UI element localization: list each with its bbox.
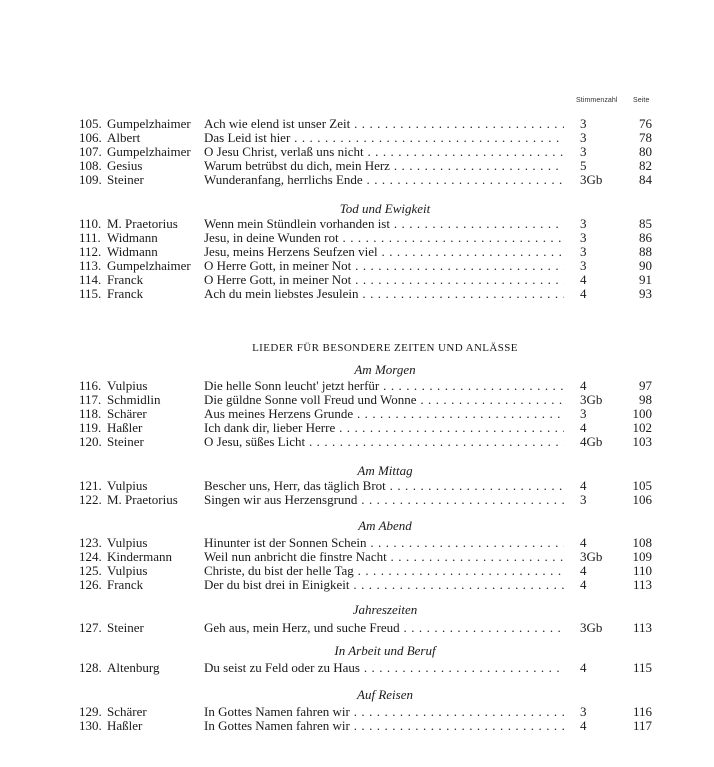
index-entry [0, 479, 714, 493]
entry-title: Geh aus, mein Herz, und suche Freud . . . [204, 621, 564, 635]
entry-page: 113 [632, 577, 652, 592]
entry-page: 97 [639, 378, 652, 393]
entry-voices: 4 [580, 535, 587, 550]
entry-title: Du seist zu Feld oder zu Haus . . . [204, 661, 564, 675]
entry-number: 107. [79, 144, 102, 159]
entry-composer: M. Praetorius [107, 216, 178, 231]
entry-title: O Herre Gott, in meiner Not . . . [204, 273, 564, 287]
entry-composer: Gesius [107, 158, 143, 173]
entry-page: 93 [639, 286, 652, 301]
entry-composer: Steiner [107, 172, 144, 187]
entry-title: Jesu, in deine Wunden rot . . . [204, 231, 564, 245]
entry-voices: 4 [580, 660, 587, 675]
entry-voices: 4 [580, 563, 587, 578]
entry-voices: 3 [580, 406, 587, 421]
entry-title: Die helle Sonn leucht' jetzt herfür . . . [204, 379, 564, 393]
index-entry [0, 564, 714, 578]
entry-number: 128. [79, 660, 102, 675]
entry-title: Wenn mein Stündlein vorhanden ist . . . [204, 217, 564, 231]
entry-voices: 4 [580, 420, 587, 435]
entry-page: 117 [632, 718, 652, 733]
entry-voices: 3 [580, 258, 587, 273]
entry-page: 90 [639, 258, 652, 273]
entry-page: 91 [639, 272, 652, 287]
entry-voices: 3 [580, 130, 587, 145]
entry-composer: Widmann [107, 244, 158, 259]
index-entry [0, 719, 714, 733]
entry-title: Die güldne Sonne voll Freud und Wonne . . . [204, 393, 564, 407]
index-entry [0, 131, 714, 145]
index-entry [0, 421, 714, 435]
entry-composer: Franck [107, 272, 144, 287]
entry-composer: Vulpius [107, 378, 148, 393]
index-entry [0, 621, 714, 635]
entry-composer: Gumpelzhaimer [107, 258, 191, 273]
index-entry [0, 287, 714, 301]
entry-page: 103 [632, 434, 652, 449]
entry-title: Aus meines Herzens Grunde . . . [204, 407, 564, 421]
entry-voices: 3 [580, 230, 587, 245]
entry-composer: Vulpius [107, 535, 148, 550]
index-entry [0, 173, 714, 187]
entry-voices: 5 [580, 158, 587, 173]
entry-title: Ach du mein liebstes Jesulein . . . [204, 287, 564, 301]
entry-number: 125. [79, 563, 102, 578]
entry-number: 109. [79, 172, 102, 187]
entry-number: 117. [79, 392, 102, 407]
index-entry [0, 245, 714, 259]
entry-page: 76 [639, 116, 652, 131]
entry-title: Ich dank dir, lieber Herre . . . [204, 421, 564, 435]
index-entry [0, 550, 714, 564]
index-entry [0, 379, 714, 393]
entry-page: 109 [632, 549, 652, 564]
entry-title: Singen wir aus Herzensgrund . . . [204, 493, 564, 507]
column-header-voices: Stimmenzahl [576, 97, 618, 104]
entry-number: 116. [79, 378, 102, 393]
entry-composer: Franck [107, 286, 144, 301]
entry-number: 112. [79, 244, 102, 259]
index-entry [0, 259, 714, 273]
subsection-heading: Tod und Ewigkeit [339, 201, 431, 216]
subsection-heading: Jahreszeiten [352, 602, 418, 617]
entry-composer: Steiner [107, 620, 144, 635]
entry-composer: Franck [107, 577, 144, 592]
entry-title: Bescher uns, Herr, das täglich Brot . . . [204, 479, 564, 493]
entry-number: 111. [79, 230, 101, 245]
entry-composer: Schärer [107, 406, 147, 421]
entry-page: 100 [632, 406, 652, 421]
entry-voices: 4 [580, 577, 587, 592]
entry-composer: Vulpius [107, 478, 148, 493]
subsection-heading: Auf Reisen [357, 687, 413, 702]
entry-composer: Schärer [107, 704, 147, 719]
entry-voices: 3Gb [580, 392, 603, 407]
index-entry [0, 231, 714, 245]
index-entry [0, 407, 714, 421]
entry-title: Das Leid ist hier . . . [204, 131, 564, 145]
entry-voices: 3 [580, 244, 587, 259]
entry-title: In Gottes Namen fahren wir . . . [204, 705, 564, 719]
entry-voices: 3 [580, 492, 587, 507]
entry-composer: Widmann [107, 230, 158, 245]
entry-number: 113. [79, 258, 102, 273]
entry-composer: Albert [107, 130, 141, 145]
entry-composer: Altenburg [107, 660, 160, 675]
entry-number: 120. [79, 434, 102, 449]
entry-number: 127. [79, 620, 102, 635]
entry-title: In Gottes Namen fahren wir . . . [204, 719, 564, 733]
entry-number: 114. [79, 272, 102, 287]
index-entry [0, 393, 714, 407]
index-entry [0, 159, 714, 173]
entry-number: 115. [79, 286, 102, 301]
index-entry [0, 578, 714, 592]
entry-voices: 3Gb [580, 620, 603, 635]
entry-number: 106. [79, 130, 102, 145]
index-entry [0, 145, 714, 159]
entry-voices: 4 [580, 478, 587, 493]
entry-number: 121. [79, 478, 102, 493]
entry-voices: 4 [580, 272, 587, 287]
entry-page: 98 [639, 392, 652, 407]
entry-composer: Steiner [107, 434, 144, 449]
entry-composer: Haßler [107, 718, 143, 733]
entry-composer: Gumpelzhaimer [107, 144, 191, 159]
entry-title: Der du bist drei in Einigkeit . . . [204, 578, 564, 592]
entry-composer: Gumpelzhaimer [107, 116, 191, 131]
entry-page: 105 [632, 478, 652, 493]
entry-title: O Herre Gott, in meiner Not . . . [204, 259, 564, 273]
entry-title: Christe, du bist der helle Tag . . . [204, 564, 564, 578]
entry-page: 113 [632, 620, 652, 635]
entry-page: 102 [632, 420, 652, 435]
entry-number: 105. [79, 116, 102, 131]
index-entry [0, 536, 714, 550]
subsection-heading: Am Mittag [357, 463, 413, 478]
entry-voices: 4Gb [580, 434, 603, 449]
index-entry [0, 435, 714, 449]
entry-title: Warum betrübst du dich, mein Herz . . . [204, 159, 564, 173]
entry-number: 129. [79, 704, 102, 719]
index-entry [0, 117, 714, 131]
entry-voices: 3 [580, 144, 587, 159]
entry-page: 115 [632, 660, 652, 675]
index-entry [0, 217, 714, 231]
entry-page: 106 [632, 492, 652, 507]
index-entry [0, 493, 714, 507]
entry-number: 122. [79, 492, 102, 507]
subsection-heading: Am Abend [358, 518, 412, 533]
index-entry [0, 661, 714, 675]
entry-voices: 4 [580, 718, 587, 733]
entry-title: Weil nun anbricht die finstre Nacht . . . [204, 550, 564, 564]
subsection-heading: Am Morgen [354, 362, 416, 377]
entry-page: 110 [632, 563, 652, 578]
entry-number: 110. [79, 216, 102, 231]
entry-title: Ach wie elend ist unser Zeit . . . [204, 117, 564, 131]
entry-page: 84 [639, 172, 652, 187]
subsection-heading: In Arbeit und Beruf [334, 643, 436, 658]
entry-voices: 4 [580, 378, 587, 393]
entry-number: 124. [79, 549, 102, 564]
entry-composer: M. Praetorius [107, 492, 178, 507]
entry-composer: Vulpius [107, 563, 148, 578]
entry-number: 123. [79, 535, 102, 550]
entry-voices: 3Gb [580, 172, 603, 187]
entry-title: Jesu, meins Herzens Seufzen viel . . . [204, 245, 564, 259]
entry-voices: 3 [580, 116, 587, 131]
column-header-page: Seite [633, 97, 650, 104]
entry-composer: Kindermann [107, 549, 172, 564]
entry-composer: Schmidlin [107, 392, 161, 407]
index-entry [0, 273, 714, 287]
entry-page: 78 [639, 130, 652, 145]
index-entry [0, 705, 714, 719]
entry-page: 116 [632, 704, 652, 719]
entry-voices: 3Gb [580, 549, 603, 564]
entry-title: Hinunter ist der Sonnen Schein . . . [204, 536, 564, 550]
entry-voices: 3 [580, 216, 587, 231]
entry-number: 108. [79, 158, 102, 173]
entry-voices: 3 [580, 704, 587, 719]
entry-page: 88 [639, 244, 652, 259]
entry-number: 126. [79, 577, 102, 592]
entry-title: O Jesu, süßes Licht . . . [204, 435, 564, 449]
entry-page: 85 [639, 216, 652, 231]
entry-page: 108 [632, 535, 652, 550]
entry-voices: 4 [580, 286, 587, 301]
entry-number: 130. [79, 718, 102, 733]
entry-number: 119. [79, 420, 102, 435]
entry-number: 118. [79, 406, 102, 421]
section-heading: LIEDER FÜR BESONDERE ZEITEN UND ANLÄSSE [252, 342, 518, 354]
entry-title: Wunderanfang, herrlichs Ende . . . [204, 173, 564, 187]
entry-page: 80 [639, 144, 652, 159]
entry-composer: Haßler [107, 420, 143, 435]
entry-page: 82 [639, 158, 652, 173]
entry-page: 86 [639, 230, 652, 245]
entry-title: O Jesu Christ, verlaß uns nicht . . . [204, 145, 564, 159]
